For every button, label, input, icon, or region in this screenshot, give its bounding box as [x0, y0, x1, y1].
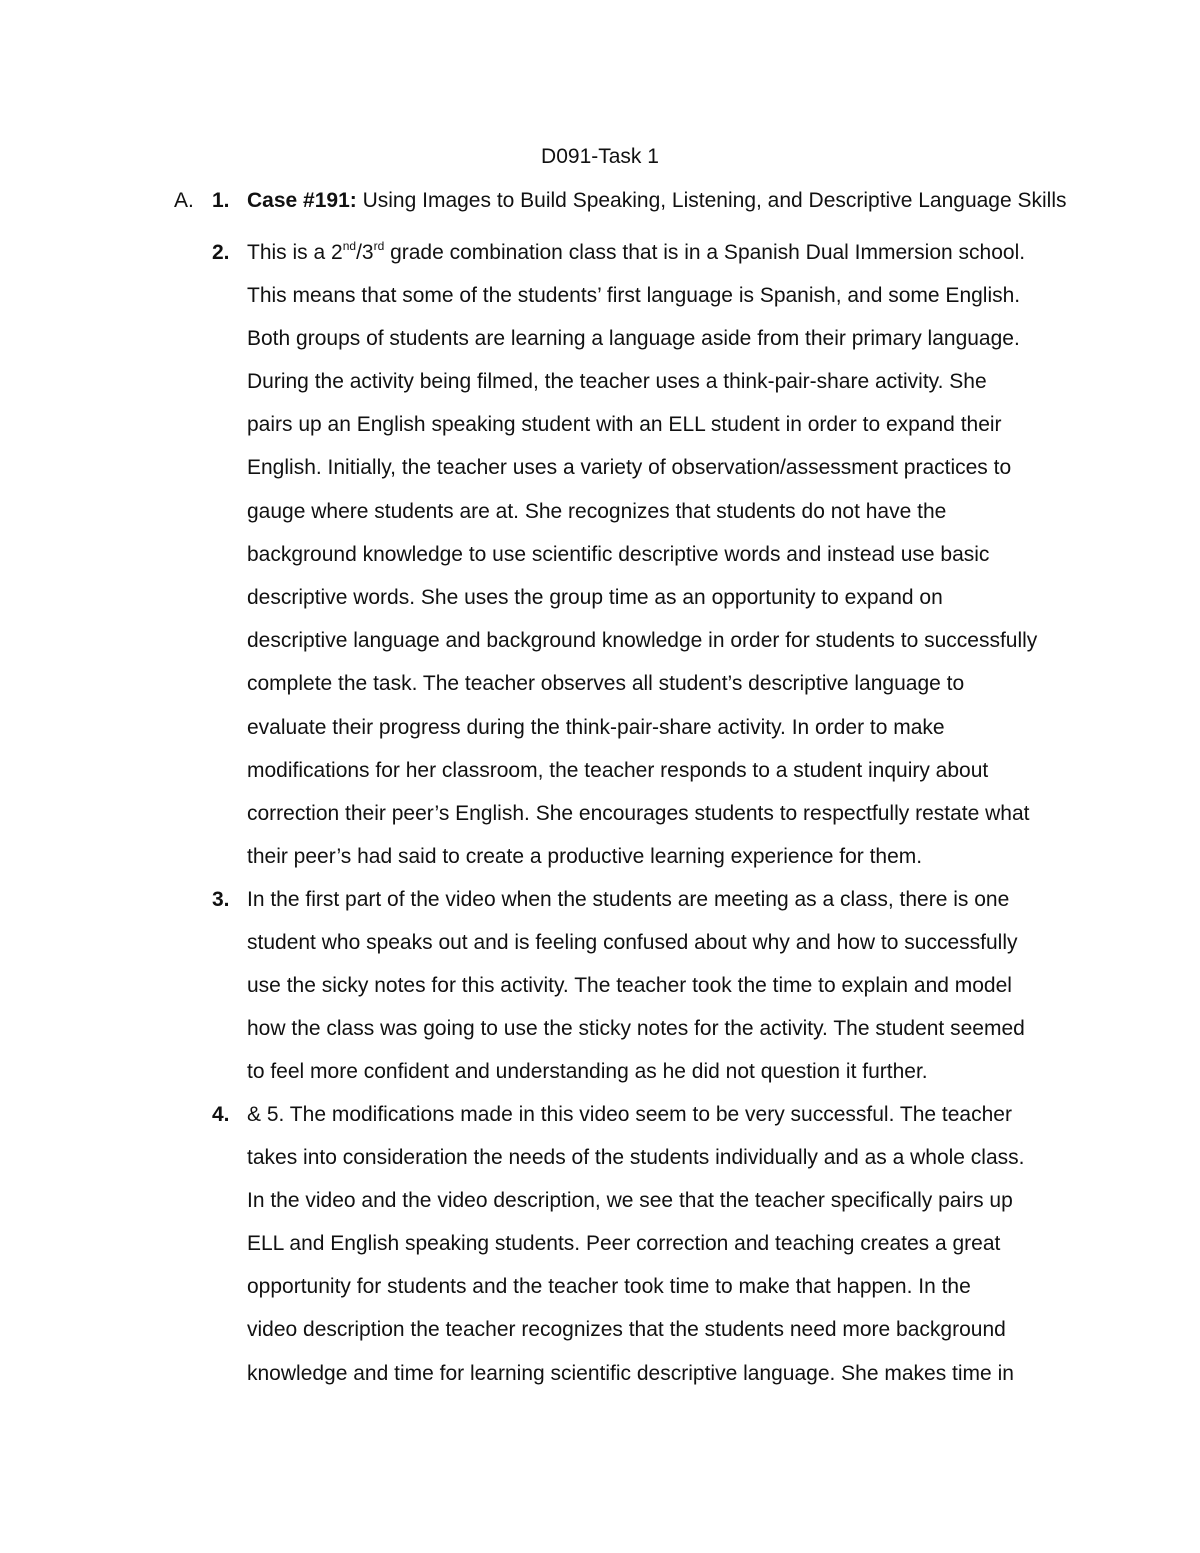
paragraph-line: & 5. The modifications made in this video seem to be very successful. The teacher [247, 1102, 1012, 1126]
list-number: 1. [212, 188, 230, 212]
list-number: 2. [212, 240, 230, 264]
paragraph-line: background knowledge to use scientific descriptive words and instead use basic [247, 542, 990, 566]
paragraph-line: how the class was going to use the sticky notes for the activity. The student seemed [247, 1017, 1025, 1041]
paragraph-line: correction their peer’s English. She encourages students to respectfully restate what [247, 801, 1030, 825]
paragraph-line: pairs up an English speaking student with an ELL student in order to expand their [247, 413, 1002, 437]
paragraph-line: ELL and English speaking students. Peer correction and teaching creates a great [247, 1232, 1001, 1256]
paragraph-line: In the first part of the video when the students are meeting as a class, there is one [247, 887, 1010, 911]
paragraph-line: This is a 2nd/3rd grade combination class that is in a Spanish Dual Immersion school. [247, 238, 1026, 264]
paragraph-line: During the activity being filmed, the teacher uses a think-pair-share activity. She [247, 370, 987, 394]
paragraph-line: English. Initially, the teacher uses a variety of observation/assessment practices to [247, 456, 1012, 480]
paragraph-line: In the video and the video description, we see that the teacher specifically pairs up [247, 1188, 1013, 1212]
paragraph-line: to feel more confident and understanding as he did not question it further. [247, 1060, 928, 1084]
list-number: 4. [212, 1102, 230, 1126]
list-number: 3. [212, 887, 230, 911]
list-item-4 [212, 1093, 1072, 1395]
paragraph-line: Both groups of students are learning a language aside from their primary language. [247, 326, 1020, 350]
paragraph-line: This means that some of the students’ first language is Spanish, and some English. [247, 283, 1021, 307]
paragraph-line: use the sicky notes for this activity. The teacher took the time to explain and model [247, 973, 1012, 997]
list-item-3 [212, 878, 1072, 1094]
list-item-2 [212, 231, 1072, 879]
section-letter: A. [174, 189, 194, 212]
paragraph-line: descriptive words. She uses the group time as an opportunity to expand on [247, 586, 943, 609]
paragraph-line: gauge where students are at. She recognizes that students do not have the [247, 499, 947, 523]
paragraph-line: complete the task. The teacher observes all student’s descriptive language to [247, 672, 965, 696]
paragraph-line: descriptive language and background knowledge in order for students to successfully [247, 629, 1038, 653]
paragraph-line: knowledge and time for learning scientific descriptive language. She makes time in [247, 1361, 1014, 1385]
paragraph-line: student who speaks out and is feeling confused about why and how to successfully [247, 930, 1018, 954]
case-label: Case #191: [247, 188, 357, 212]
paragraph-line: their peer’s had said to create a productive learning experience for them. [247, 845, 923, 869]
paragraph-line: modifications for her classroom, the teacher responds to a student inquiry about [247, 758, 989, 782]
case-title: Using Images to Build Speaking, Listening, and Descriptive Language Skills [362, 188, 1067, 212]
list-item-1 [212, 179, 1072, 222]
paragraph-line: opportunity for students and the teacher took time to make that happen. In the [247, 1275, 971, 1299]
paragraph-line: evaluate their progress during the think-pair-share activity. In order to make [247, 715, 945, 739]
paragraph-line: video description the teacher recognizes that the students need more background [247, 1318, 1006, 1342]
document-title: D091-Task 1 [541, 145, 659, 168]
paragraph-line: takes into consideration the needs of the students individually and as a whole class. [247, 1145, 1025, 1169]
